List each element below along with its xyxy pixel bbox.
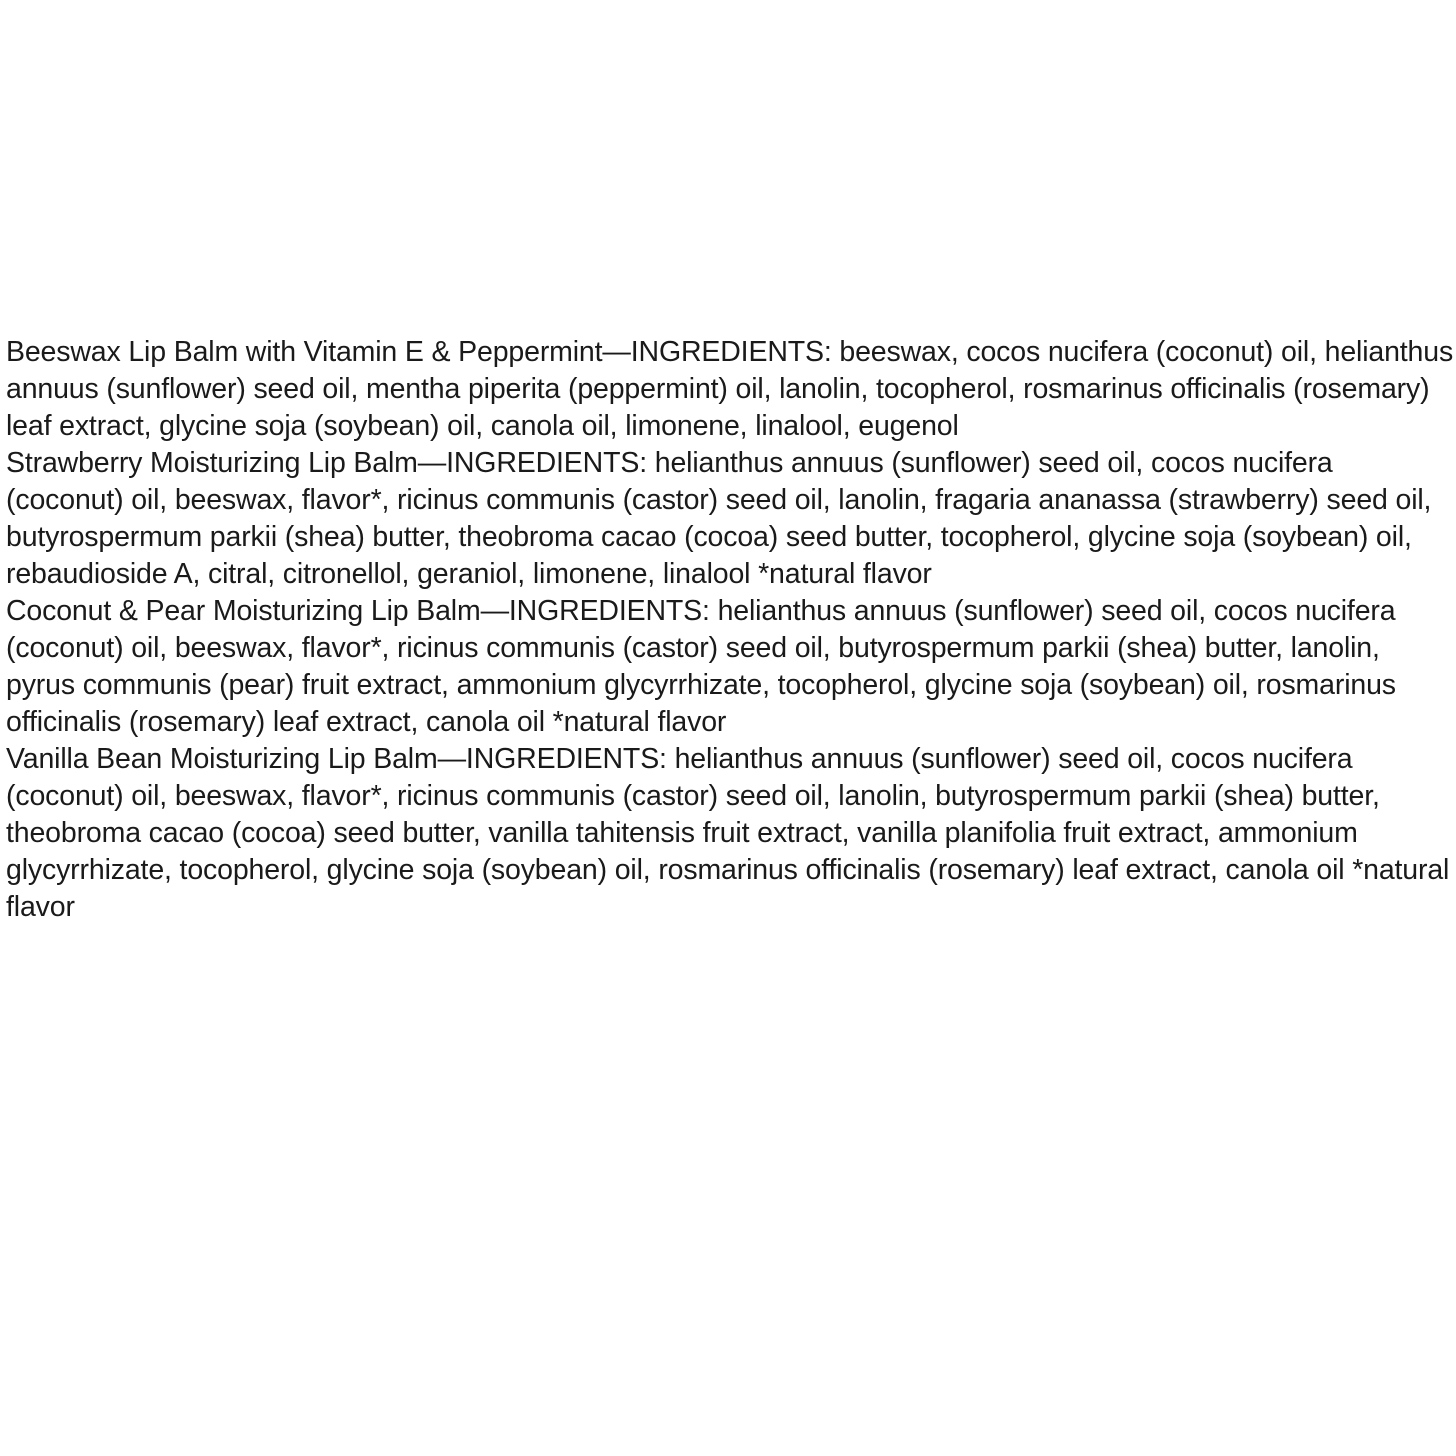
ingredients-text-block — [6, 334, 1454, 926]
product-ingredients-coconut-pear: Coconut & Pear Moisturizing Lip Balm—INGREDIENTS: helianthus annuus (sunflower) seed oil, cocos nucifera (coconut) oil, beeswax, flavor*, ricinus communis (castor) seed oil, butyrospermum parkii (shea) butter, lanolin, pyrus communis (pear) fruit extract, ammonium glycyrrhizate, tocopherol, glycine soja (soybean) oil, rosmarinus officinalis (rosemary) leaf extract, canola oil *natural flavor — [6, 595, 1396, 738]
product-ingredients-beeswax-peppermint: Beeswax Lip Balm with Vitamin E & Peppermint—INGREDIENTS: beeswax, cocos nucifera (coconut) oil, helianthus annuus (sunflower) seed oil, mentha piperita (peppermint) oil, lanolin, tocopherol, rosmarinus officinalis (rosemary) leaf extract, glycine soja (soybean) oil, canola oil, limonene, linalool, eugenol — [6, 336, 1454, 442]
product-ingredients-vanilla-bean: Vanilla Bean Moisturizing Lip Balm—INGREDIENTS: helianthus annuus (sunflower) seed oil, cocos nucifera (coconut) oil, beeswax, flavor*, ricinus communis (castor) seed oil, lanolin, butyrospermum parkii (shea) butter, theobroma cacao (cocoa) seed butter, vanilla tahitensis fruit extract, vanilla planifolia fruit extract, ammonium glycyrrhizate, tocopherol, glycine soja (soybean) oil, rosmarinus officinalis (rosemary) leaf extract, canola oil *natural flavor — [6, 743, 1450, 923]
product-ingredients-strawberry: Strawberry Moisturizing Lip Balm—INGREDIENTS: helianthus annuus (sunflower) seed oil, cocos nucifera (coconut) oil, beeswax, flavor*, ricinus communis (castor) seed oil, lanolin, fragaria ananassa (strawberry) seed oil, butyrospermum parkii (shea) butter, theobroma cacao (cocoa) seed butter, tocopherol, glycine soja (soybean) oil, rebaudioside A, citral, citronellol, geraniol, limonene, linalool *natural flavor — [6, 447, 1432, 590]
